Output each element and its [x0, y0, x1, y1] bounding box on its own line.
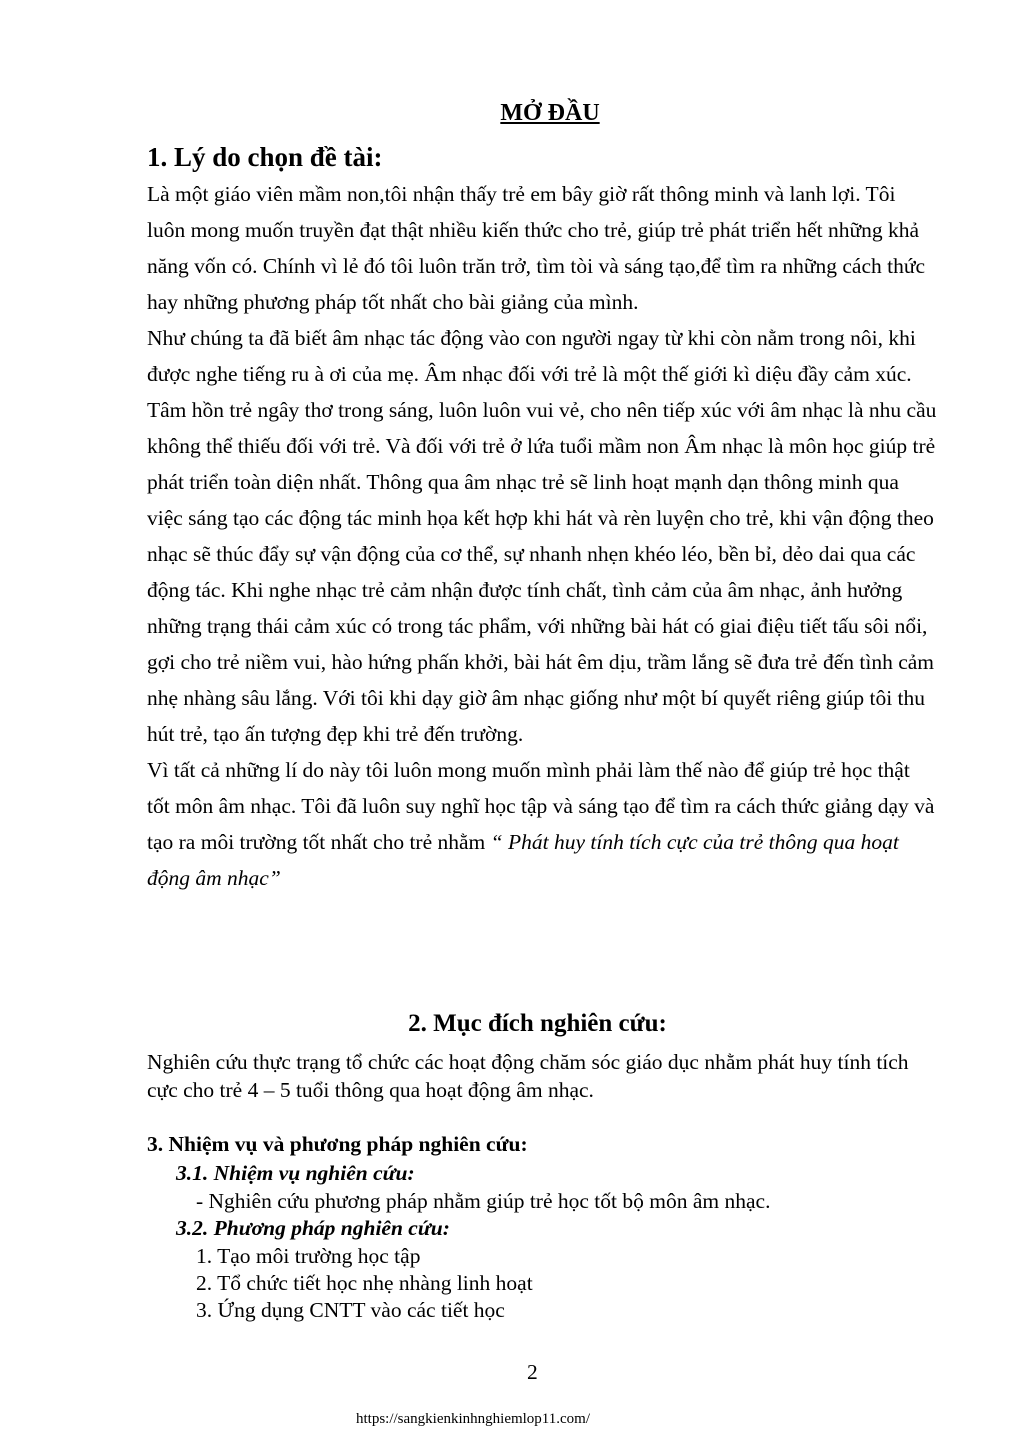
subsection-3-1-item: - Nghiên cứu phương pháp nhằm giúp trẻ học tốt bộ môn âm nhạc. — [196, 1189, 771, 1213]
paragraph-3-text: Vì tất cả những lí do này tôi luôn mong muốn mình phải làm thế nào để giúp trẻ học thật tốt môn âm nhạc. Tôi đã luôn suy nghĩ học tập và sáng tạo để tìm ra cách thức giảng dạy và tạo ra môi trường tốt nhất cho trẻ nhằm — [147, 758, 935, 854]
section-3-heading: 3. Nhiệm vụ và phương pháp nghiên cứu: — [147, 1132, 528, 1156]
section-1-body — [147, 176, 937, 896]
subsection-3-2-heading: 3.2. Phương pháp nghiên cứu: — [176, 1216, 450, 1240]
section-2-paragraph: Nghiên cứu thực trạng tổ chức các hoạt động chăm sóc giáo dục nhằm phát huy tính tích cực cho trẻ 4 – 5 tuổi thông qua hoạt động âm nhạc. — [147, 1050, 909, 1102]
section-2-heading: 2. Mục đích nghiên cứu: — [408, 1010, 667, 1037]
section-2-body — [147, 1048, 937, 1104]
method-item-2: 2. Tổ chức tiết học nhẹ nhàng linh hoạt — [196, 1271, 533, 1295]
paragraph-3 — [147, 752, 937, 896]
subsection-3-1-heading: 3.1. Nhiệm vụ nghiên cứu: — [176, 1161, 415, 1185]
page-number: 2 — [527, 1360, 538, 1384]
method-item-3: 3. Ứng dụng CNTT vào các tiết học — [196, 1298, 505, 1322]
section-1-heading: 1. Lý do chọn đề tài: — [147, 142, 383, 172]
paragraph-3-quote: “ Phát huy tính tích cực của trẻ thông qua hoạt động âm nhạc” — [147, 830, 899, 890]
document-title: MỞ ĐẦU — [500, 100, 600, 126]
paragraph-1: Là một giáo viên mầm non,tôi nhận thấy trẻ em bây giờ rất thông minh và lanh lợi. Tôi luôn mong muốn truyền đạt thật nhiều kiến thức cho trẻ, giúp trẻ phát triển hết những khả năng vốn có. Chính vì lẻ đó tôi luôn trăn trở, tìm tòi và sáng tạo,để tìm ra những cách thức hay những phương pháp tốt nhất cho bài giảng của mình. — [147, 182, 926, 314]
paragraph-2: Như chúng ta đã biết âm nhạc tác động vào con người ngay từ khi còn nằm trong nôi, khi được nghe tiếng ru à ơi của mẹ. Âm nhạc đối với trẻ là một thế giới kì diệu đầy cảm xúc. Tâm hồn trẻ ngây thơ trong sáng, luôn luôn vui vẻ, cho nên tiếp xúc với âm nhạc là nhu cầu không thể thiếu đối với trẻ. Và đối với trẻ ở lứa tuổi mầm non Âm nhạc là môn học giúp trẻ phát triển toàn diện nhất. Thông qua âm nhạc trẻ sẽ linh hoạt mạnh dạn thông minh qua việc sáng tạo các động tác minh họa kết hợp khi hát và rèn luyện cho trẻ, khi vận động theo nhạc sẽ thúc đẩy sự vận động của cơ thể, sự nhanh nhẹn khéo léo, bền bỉ, dẻo dai qua các động tác. Khi nghe nhạc trẻ cảm nhận được tính chất, tình cảm của âm nhạc, ảnh hưởng những trạng thái cảm xúc có trong tác phẩm, với những bài hát có giai điệu tiết tấu sôi nổi, gợi cho trẻ niềm vui, hào hứng phấn khởi, bài hát êm dịu, trầm lắng sẽ đưa trẻ đến tình cảm nhẹ nhàng sâu lắng. Với tôi khi dạy giờ âm nhạc giống như một bí quyết riêng giúp tôi thu hút trẻ, tạo ấn tượng đẹp khi trẻ đến trường. — [147, 326, 937, 746]
footer-url: https://sangkienkinhnghiemlop11.com/ — [355, 1411, 590, 1427]
method-item-1: 1. Tạo môi trường học tập — [196, 1244, 421, 1268]
